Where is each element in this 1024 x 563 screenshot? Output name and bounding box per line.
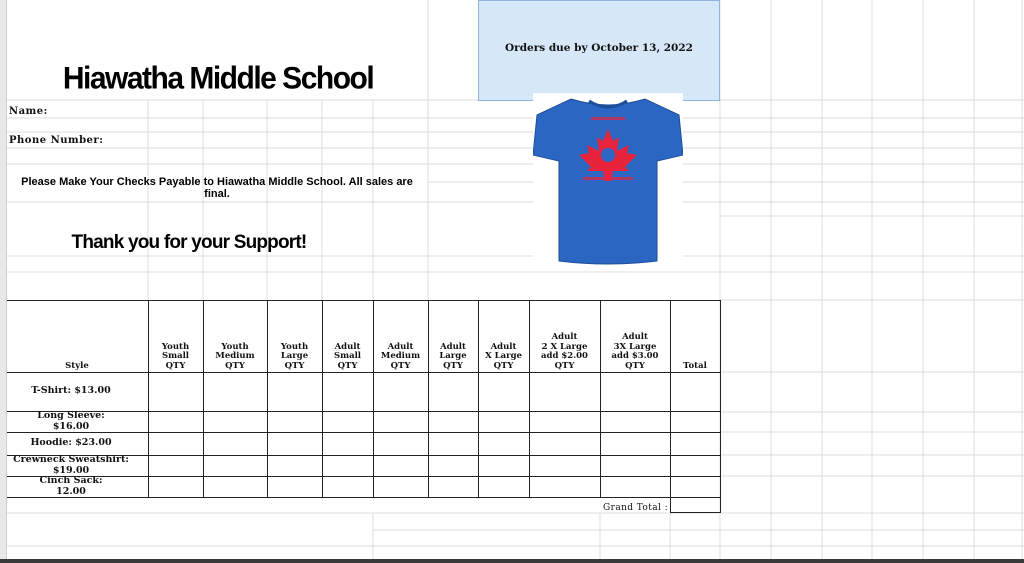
row-label-line: Long Sleeve: xyxy=(37,410,105,421)
qty-cell[interactable] xyxy=(268,477,322,497)
qty-cell[interactable] xyxy=(671,433,720,455)
column-header-4 xyxy=(322,343,373,372)
qty-cell[interactable] xyxy=(204,373,267,411)
row-label-line: $19.00 xyxy=(52,464,90,476)
row-label-3 xyxy=(0,438,146,449)
column-header-line: Large xyxy=(439,351,467,361)
column-header-line: Small xyxy=(161,351,190,361)
column-header-line: Adult xyxy=(490,341,517,352)
qty-cell[interactable] xyxy=(204,456,267,476)
qty-cell[interactable] xyxy=(149,412,203,432)
qty-cell[interactable] xyxy=(268,412,322,432)
qty-cell[interactable] xyxy=(530,373,600,411)
row-label-line: Crewneck Sweatshirt: xyxy=(13,454,129,465)
qty-cell[interactable] xyxy=(429,412,478,432)
qty-cell[interactable] xyxy=(530,456,600,476)
row-label-line: Hoodie: $23.00 xyxy=(30,437,112,449)
qty-cell[interactable] xyxy=(149,433,203,455)
qty-cell[interactable] xyxy=(429,456,478,476)
total-header: Total xyxy=(683,361,707,371)
phone-label: Phone Number: xyxy=(9,135,104,146)
qty-cell[interactable] xyxy=(479,373,529,411)
column-header-line: Youth xyxy=(221,341,249,352)
column-header-line: QTY xyxy=(165,360,186,371)
qty-cell[interactable] xyxy=(601,477,670,497)
column-header-line: Adult xyxy=(551,332,578,342)
column-header-line: Large xyxy=(280,351,309,361)
column-header-2 xyxy=(203,343,267,372)
column-header-line: Youth xyxy=(161,341,190,352)
window-bottom-edge xyxy=(0,559,1024,563)
qty-cell[interactable] xyxy=(601,412,670,432)
phone-input-cell[interactable] xyxy=(148,133,428,147)
qty-cell[interactable] xyxy=(601,433,670,455)
column-header-line: Youth xyxy=(280,341,309,352)
qty-cell[interactable] xyxy=(149,373,203,411)
column-header-line: Adult xyxy=(387,341,414,352)
thank-you-message: Thank you for your Support! xyxy=(71,232,307,253)
qty-cell[interactable] xyxy=(479,412,529,432)
checks-note-line-2: final. xyxy=(204,188,230,200)
qty-cell[interactable] xyxy=(429,477,478,497)
qty-cell[interactable] xyxy=(671,373,720,411)
column-header-line: QTY xyxy=(337,360,358,371)
qty-cell[interactable] xyxy=(204,412,267,432)
qty-cell[interactable] xyxy=(530,477,600,497)
column-header-1 xyxy=(148,343,203,372)
column-header-3 xyxy=(267,343,322,372)
column-header-line: X Large xyxy=(485,351,522,361)
orders-due-text: Orders due by October 13, 2022 xyxy=(505,42,693,54)
qty-cell[interactable] xyxy=(530,433,600,455)
column-header-line: Medium xyxy=(215,351,255,361)
checks-note-line-1: Please Make Your Checks Payable to Hiawatha Middle School. All sales are xyxy=(21,176,413,188)
qty-cell[interactable] xyxy=(601,373,670,411)
row-label-line: 12.00 xyxy=(56,485,86,497)
column-header-line: Adult xyxy=(334,341,361,352)
column-header-line: add $3.00 xyxy=(611,351,659,361)
qty-cell[interactable] xyxy=(429,433,478,455)
checks-payable-note xyxy=(8,176,426,200)
qty-cell[interactable] xyxy=(149,477,203,497)
column-header-line: QTY xyxy=(554,360,575,371)
tshirt-maple-leaf-icon xyxy=(533,93,683,265)
qty-cell[interactable] xyxy=(374,412,428,432)
qty-cell[interactable] xyxy=(374,456,428,476)
qty-cell[interactable] xyxy=(671,477,720,497)
column-header-line: QTY xyxy=(443,360,463,371)
column-header-line: 2 X Large xyxy=(541,341,588,352)
column-header-line: 3X Large xyxy=(613,341,657,352)
column-header-line: QTY xyxy=(625,360,645,371)
name-input-cell[interactable] xyxy=(148,101,428,117)
qty-cell[interactable] xyxy=(374,373,428,411)
grand-total-cell[interactable] xyxy=(671,498,720,512)
qty-cell[interactable] xyxy=(671,456,720,476)
column-header-9 xyxy=(600,333,670,371)
column-header-line: Adult xyxy=(440,341,466,352)
qty-cell[interactable] xyxy=(323,412,373,432)
qty-cell[interactable] xyxy=(323,456,373,476)
row-label-4 xyxy=(0,455,146,476)
qty-cell[interactable] xyxy=(479,433,529,455)
qty-cell[interactable] xyxy=(323,477,373,497)
column-header-7 xyxy=(478,343,529,372)
qty-cell[interactable] xyxy=(204,477,267,497)
name-label: Name: xyxy=(9,106,48,117)
grand-total-label: Grand Total : xyxy=(603,503,668,513)
row-label-5 xyxy=(0,476,146,497)
qty-cell[interactable] xyxy=(374,477,428,497)
qty-cell[interactable] xyxy=(323,373,373,411)
qty-cell[interactable] xyxy=(429,373,478,411)
column-header-line: Medium xyxy=(380,351,421,361)
qty-cell[interactable] xyxy=(323,433,373,455)
row-label-line: T-Shirt: $13.00 xyxy=(31,385,111,397)
column-header-line: QTY xyxy=(225,360,245,371)
qty-cell[interactable] xyxy=(479,477,529,497)
row-label-2 xyxy=(0,411,146,432)
column-header-5 xyxy=(373,343,428,372)
style-header: Style xyxy=(65,361,89,371)
qty-cell[interactable] xyxy=(671,412,720,432)
column-header-line: QTY xyxy=(284,360,305,371)
qty-cell[interactable] xyxy=(374,433,428,455)
qty-cell[interactable] xyxy=(149,456,203,476)
qty-cell[interactable] xyxy=(268,433,322,455)
qty-cell[interactable] xyxy=(479,456,529,476)
column-header-6 xyxy=(428,343,478,372)
column-header-line: Adult xyxy=(622,332,648,342)
qty-cell[interactable] xyxy=(268,373,322,411)
row-label-line: $16.00 xyxy=(52,420,90,432)
row-label-1 xyxy=(0,386,146,397)
qty-cell[interactable] xyxy=(204,433,267,455)
column-header-line: Small xyxy=(333,351,362,361)
row-label-line: Cinch Sack: xyxy=(39,475,103,486)
column-header-line: QTY xyxy=(390,360,411,371)
qty-cell[interactable] xyxy=(601,456,670,476)
column-header-line: add $2.00 xyxy=(541,351,588,361)
qty-cell[interactable] xyxy=(268,456,322,476)
column-header-8 xyxy=(529,333,600,371)
school-title: Hiawatha Middle School xyxy=(62,61,374,96)
qty-cell[interactable] xyxy=(530,412,600,432)
column-header-line: QTY xyxy=(493,360,514,371)
